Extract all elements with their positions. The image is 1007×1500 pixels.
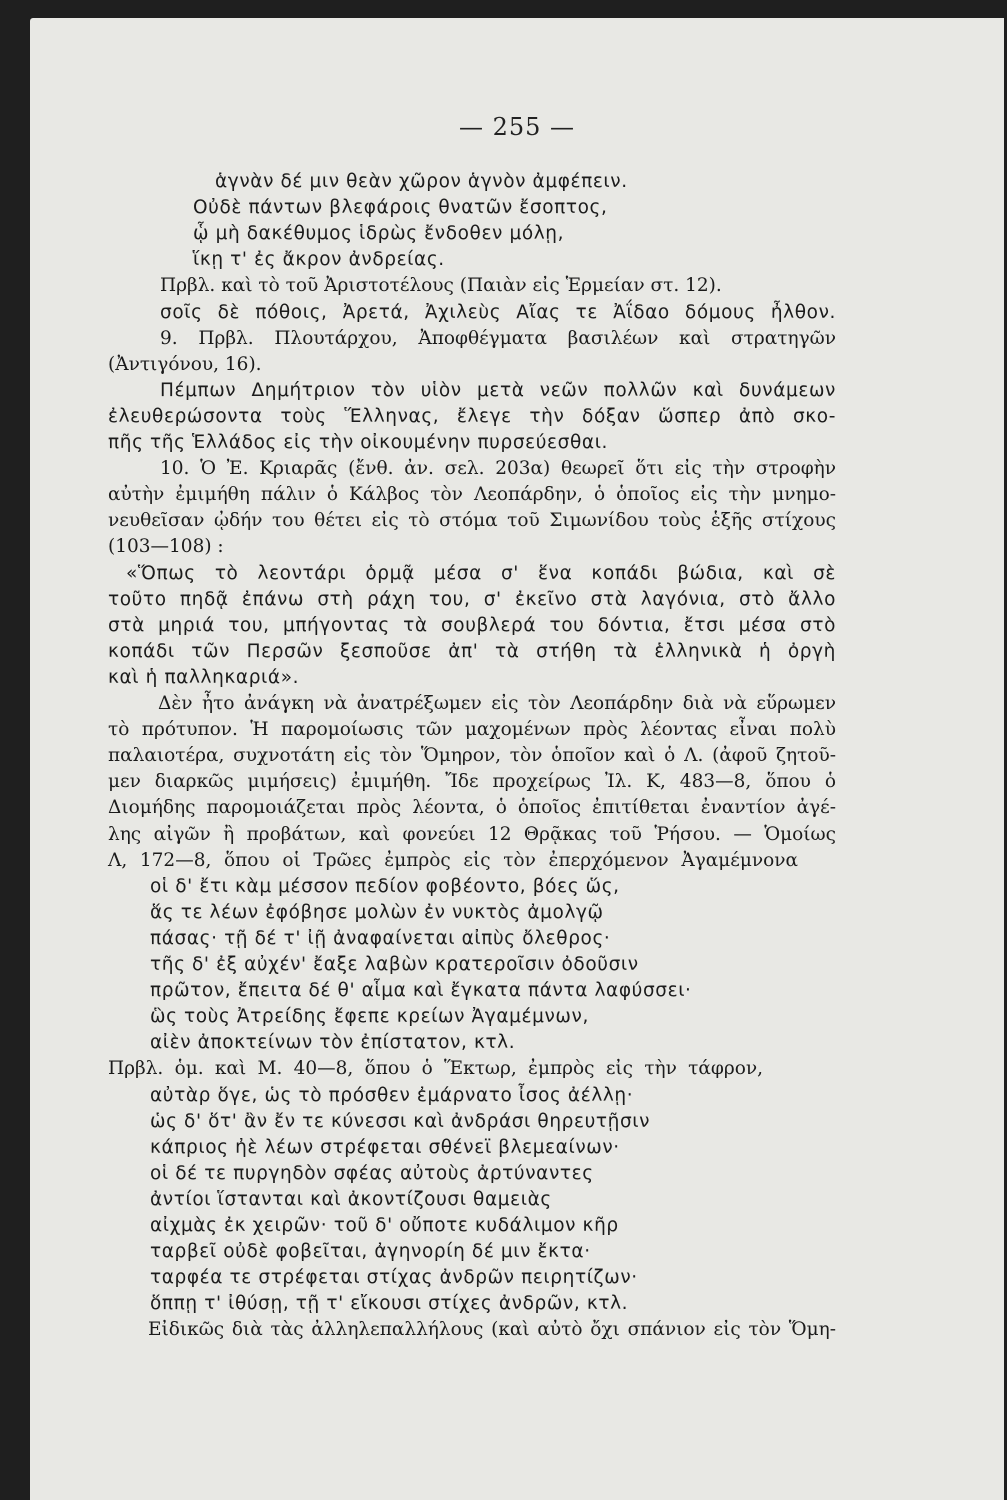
text-line: ἵκῃ τ' ἐς ἄκρον ἀνδρείας.	[193, 249, 445, 271]
text-line: αἰὲν ἀποκτείνων τὸν ἐπίστατον, κτλ.	[150, 1032, 516, 1054]
text-line: αὐτὴν ἐμιμήθη πάλιν ὁ Κάλβος τὸν Λεοπάρδην, ὁ ὁποῖος εἰς τὴν μνημο-	[108, 484, 836, 506]
text-line: τῆς δ' ἐξ αὐχέν' ἔαξε λαβὼν κρατεροῖσιν ὀδοῦσιν	[150, 954, 639, 975]
text-line: στὰ μηριά του, μπήγοντας τὰ σουβλερά του δόντια, ἔτσι μέσα στὸ	[108, 614, 836, 636]
text-line: ταρβεῖ οὐδὲ φοβεῖται, ἀγηνορίη δέ μιν ἔκτα·	[150, 1241, 591, 1263]
text-line: παλαιοτέρα, συχνοτάτη εἰς τὸν Ὅμηρον, τὸν ὁποῖον καὶ ὁ Λ. (ἀφοῦ ζητοῦ-	[108, 745, 836, 767]
text-line: πρῶτον, ἔπειτα δέ θ' αἷμα καὶ ἔγκατα πάντα λαφύσσει·	[150, 980, 692, 1002]
book-page	[30, 18, 1004, 1500]
text-line: Εἰδικῶς διὰ τὰς ἀλληλεπαλλήλους (καὶ αὐτὸ ὄχι σπάνιον εἰς τὸν Ὅμη-	[148, 1319, 836, 1341]
text-line: «Ὅπως τὸ λεοντάρι ὁρμᾷ μέσα σ' ἕνα κοπάδι βώδια, καὶ σὲ	[126, 562, 836, 584]
text-line: Οὐδὲ πάντων βλεφάροις θνατῶν ἔσοπτος,	[193, 197, 608, 219]
text-line: τὸ πρότυπον. Ἡ παρομοίωσις τῶν μαχομένων πρὸς λέοντας εἶναι πολὺ	[108, 719, 836, 741]
text-line: Πρβλ. καὶ τὸ τοῦ Ἀριστοτέλους (Παιὰν εἰς Ἑρμείαν στ. 12).	[160, 275, 722, 297]
text-line: κοπάδι τῶν Περσῶν ξεσποῦσε ἀπ' τὰ στήθη τὰ ἑλληνικὰ ἡ ὀργὴ	[108, 640, 836, 662]
text-line: Δὲν ἦτο ἀνάγκη νὰ ἀνατρέξωμεν εἰς τὸν Λεοπάρδην διὰ νὰ εὕρωμεν	[158, 693, 836, 714]
text-line: (103—108) :	[108, 536, 224, 558]
text-line: ὅππῃ τ' ἰθύσῃ, τῇ τ' εἴκουσι στίχες ἀνδρῶν, κτλ.	[150, 1293, 629, 1315]
text-line: ᾧ μὴ δακέθυμος ἱδρὼς ἔνδοθεν μόλῃ,	[193, 223, 565, 245]
text-line: (Ἀντιγόνου, 16).	[108, 353, 262, 375]
text-line: νευθεῖσαν ᾠδήν του θέτει εἰς τὸ στόμα τοῦ Σιμωνίδου τοὺς ἑξῆς στίχους	[108, 510, 836, 532]
text-line: αὐτὰρ ὅγε, ὡς τὸ πρόσθεν ἐμάρνατο ἶσος ἀέλλῃ·	[150, 1084, 634, 1106]
text-line: ἀντίοι ἵστανται καὶ ἀκοντίζουσι θαμειὰς	[150, 1188, 552, 1210]
text-line: σοῖς δὲ πόθοις, Ἀρετά, Ἀχιλεὺς Αἴας τε Ἀΐδαο δόμους ἦλθον.	[160, 301, 836, 323]
text-line: ὣς τοὺς Ἀτρείδης ἔφεπε κρείων Ἀγαμέμνων,	[150, 1006, 589, 1028]
text-line: ὡς δ' ὅτ' ἂν ἔν τε κύνεσσι καὶ ἀνδράσι θηρευτῇσιν	[150, 1110, 651, 1132]
text-line: ταρφέα τε στρέφεται στίχας ἀνδρῶν πειρητίζων·	[150, 1267, 638, 1289]
text-line: ἐλευθερώσοντα τοὺς Ἕλληνας, ἔλεγε τὴν δόξαν ὥσπερ ἀπὸ σκο-	[108, 405, 836, 427]
text-line: λης αἰγῶν ἢ προβάτων, καὶ φονεύει 12 Θρᾷκας τοῦ Ῥήσου. — Ὁμοίως	[108, 823, 836, 845]
text-line: καὶ ἡ παλληκαριά».	[108, 666, 300, 688]
text-line: 10. Ὁ Ἐ. Κριαρᾶς (ἔνθ. ἀν. σελ. 203α) θεωρεῖ ὅτι εἰς τὴν στροφὴν	[160, 458, 836, 480]
text-line: ἅς τε λέων ἐφόβησε μολὼν ἐν νυκτὸς ἀμολγῷ	[150, 901, 604, 923]
text-line: Πρβλ. ὁμ. καὶ Μ. 40—8, ὅπου ὁ Ἕκτωρ, ἐμπρὸς εἰς τὴν τάφρον,	[108, 1058, 763, 1080]
text-line: οἱ δέ τε πυργηδὸν σφέας αὐτοὺς ἀρτύναντες	[150, 1162, 594, 1184]
text-line: 9. Πρβλ. Πλουτάρχου, Ἀποφθέγματα βασιλέων καὶ στρατηγῶν	[160, 327, 836, 349]
text-line: πάσας· τῇ δέ τ' ἰῇ ἀναφαίνεται αἰπὺς ὄλεθρος·	[150, 927, 611, 949]
text-line: οἱ δ' ἔτι κὰμ μέσσον πεδίον φοβέοντο, βόες ὥς,	[150, 875, 620, 897]
text-line: ἁγνὰν δέ μιν θεὰν χῶρον ἁγνὸν ἀμφέπειν.	[215, 171, 628, 192]
text-line: αἰχμὰς ἐκ χειρῶν· τοῦ δ' οὔποτε κυδάλιμον κῆρ	[150, 1215, 619, 1236]
text-line: τοῦτο πηδᾷ ἐπάνω στὴ ράχη του, σ' ἐκεῖνο στὰ λαγόνια, στὸ ἄλλο	[108, 588, 836, 610]
text-line: κάπριος ἠὲ λέων στρέφεται σθένεϊ βλεμεαίνων·	[150, 1136, 620, 1158]
page-number: — 255 —	[458, 113, 576, 141]
text-line: πῆς τῆς Ἑλλάδος εἰς τὴν οἰκουμένην πυρσεύεσθαι.	[108, 432, 609, 453]
text-line: Λ, 172—8, ὅπου οἱ Τρῶες ἐμπρὸς εἰς τὸν ἐπερχόμενον Ἀγαμέμνονα	[108, 849, 798, 871]
text-line: μεν διαρκῶς μιμήσεις) ἐμιμήθη. Ἴδε προχείρως Ἰλ. Κ, 483—8, ὅπου ὁ	[108, 771, 836, 793]
text-line: Διομήδης παρομοιάζεται πρὸς λέοντα, ὁ ὁποῖος ἐπιτίθεται ἐναντίον ἀγέ-	[108, 797, 836, 819]
text-line: Πέμπων Δημήτριον τὸν υἱὸν μετὰ νεῶν πολλῶν καὶ δυνάμεων	[160, 379, 836, 401]
